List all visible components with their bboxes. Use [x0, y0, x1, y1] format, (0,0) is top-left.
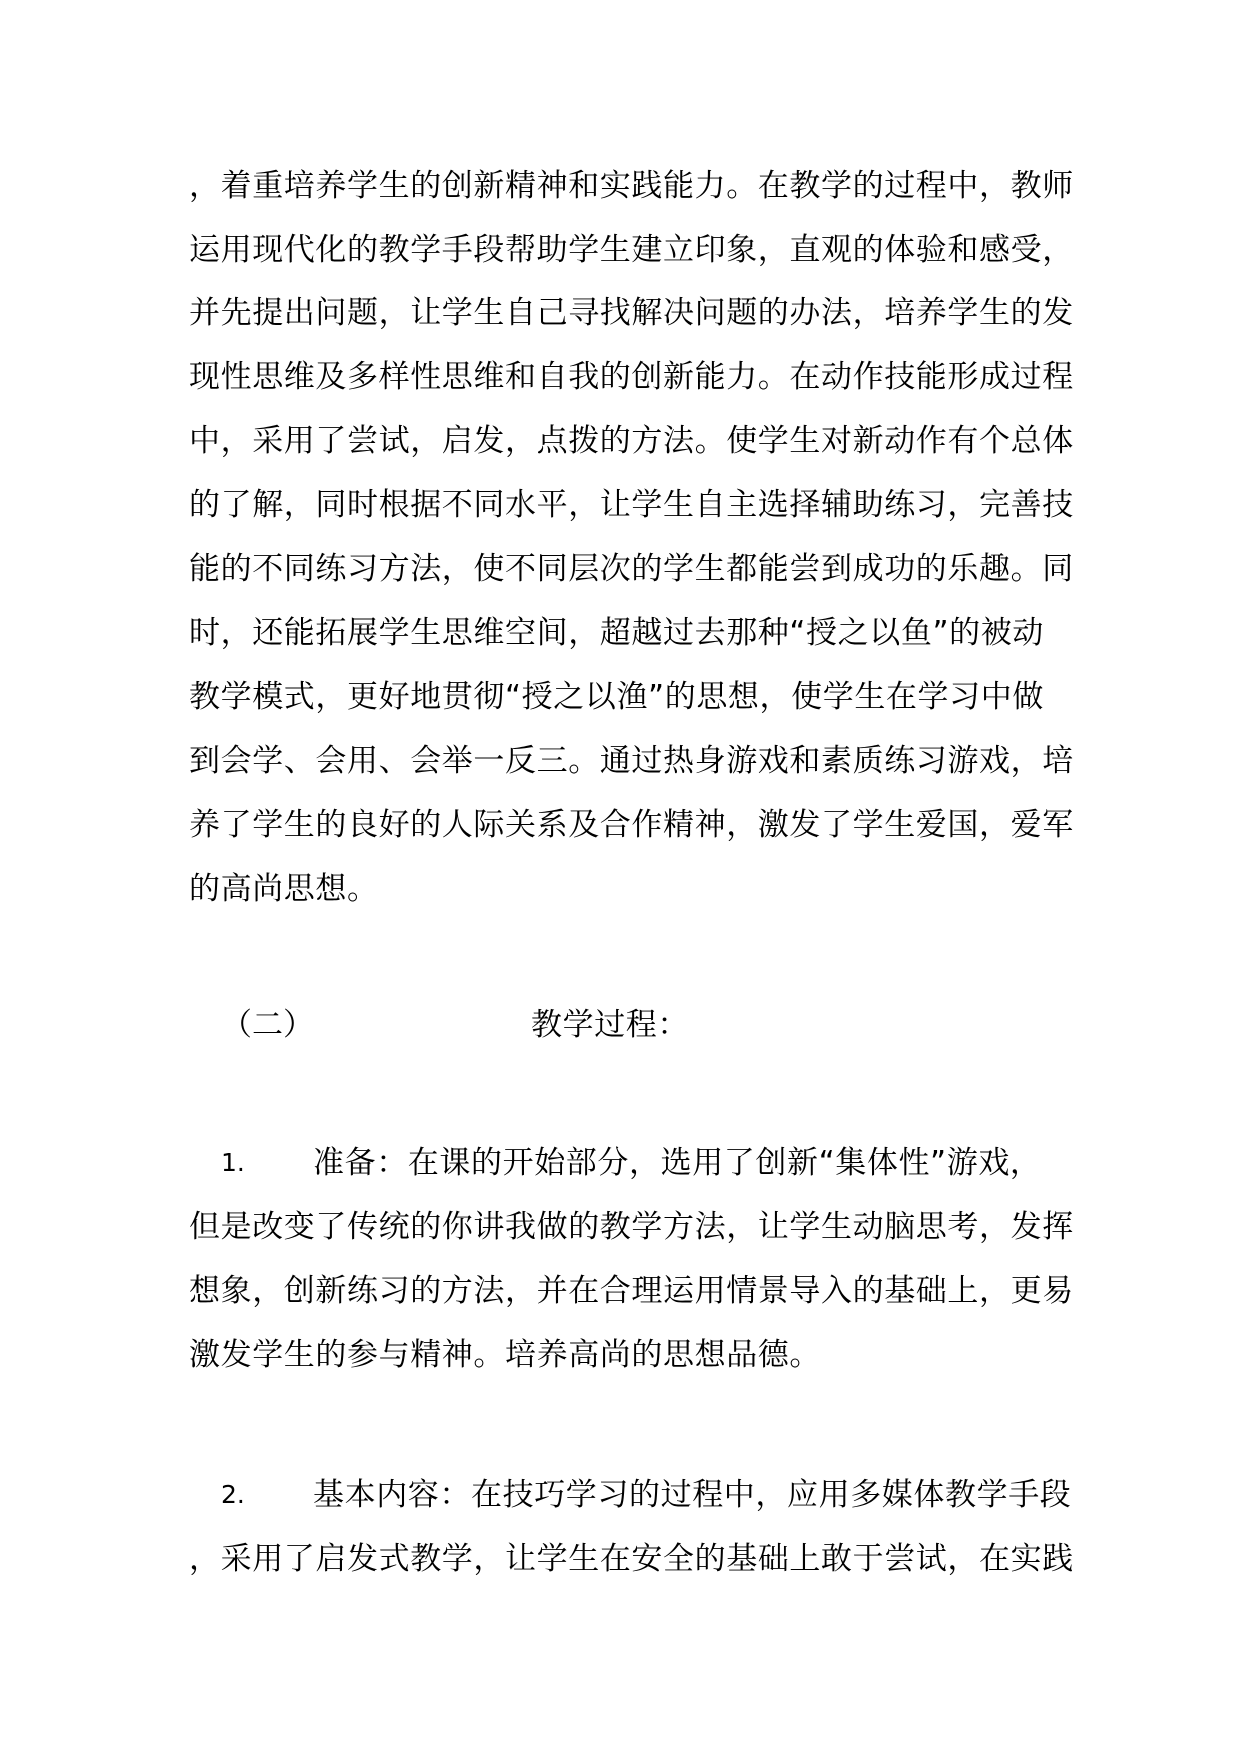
- paragraph-line: 到会学、会用、会举一反三。通过热身游戏和素质练习游戏，培: [189, 743, 1074, 779]
- item-number: 2.: [221, 1480, 245, 1509]
- paragraph-line: 并先提出问题，让学生自己寻找解决问题的办法，培养学生的发: [189, 295, 1074, 331]
- paragraph-line: 运用现代化的教学手段帮助学生建立印象，直观的体验和感受，: [189, 232, 1074, 268]
- section-number: （二）: [221, 1007, 314, 1043]
- item-first-line: 准备：在课的开始部分，选用了创新“集体性”游戏，: [313, 1145, 1042, 1181]
- paragraph-line: ，着重培养学生的创新精神和实践能力。在教学的过程中，教师: [189, 168, 1074, 204]
- paragraph-line: ，采用了启发式教学，让学生在安全的基础上敢于尝试，在实践: [189, 1541, 1074, 1577]
- paragraph-line: 能的不同练习方法，使不同层次的学生都能尝到成功的乐趣。同: [189, 551, 1074, 587]
- paragraph-line: 教学模式，更好地贯彻“授之以渔”的思想，使学生在学习中做: [189, 679, 1044, 715]
- paragraph-line: 但是改变了传统的你讲我做的教学方法，让学生动脑思考，发挥: [189, 1209, 1074, 1245]
- paragraph-line: 激发学生的参与精神。培养高尚的思想品德。: [189, 1337, 821, 1373]
- item-first-line: 基本内容：在技巧学习的过程中，应用多媒体教学手段: [313, 1477, 1072, 1513]
- paragraph-line: 养了学生的良好的人际关系及合作精神，激发了学生爱国，爱军: [189, 807, 1074, 843]
- paragraph-line: 的高尚思想。: [189, 871, 379, 907]
- paragraph-line: 想象，创新练习的方法，并在合理运用情景导入的基础上，更易: [189, 1273, 1074, 1309]
- item-number: 1.: [221, 1148, 245, 1177]
- paragraph-line: 中，采用了尝试，启发，点拨的方法。使学生对新动作有个总体: [189, 423, 1074, 459]
- paragraph-line: 时，还能拓展学生思维空间，超越过去那种“授之以鱼”的被动: [189, 615, 1044, 651]
- paragraph-line: 现性思维及多样性思维和自我的创新能力。在动作技能形成过程: [189, 359, 1074, 395]
- section-title: 教学过程：: [531, 1007, 689, 1043]
- paragraph-line: 的了解，同时根据不同水平，让学生自主选择辅助练习，完善技: [189, 487, 1074, 523]
